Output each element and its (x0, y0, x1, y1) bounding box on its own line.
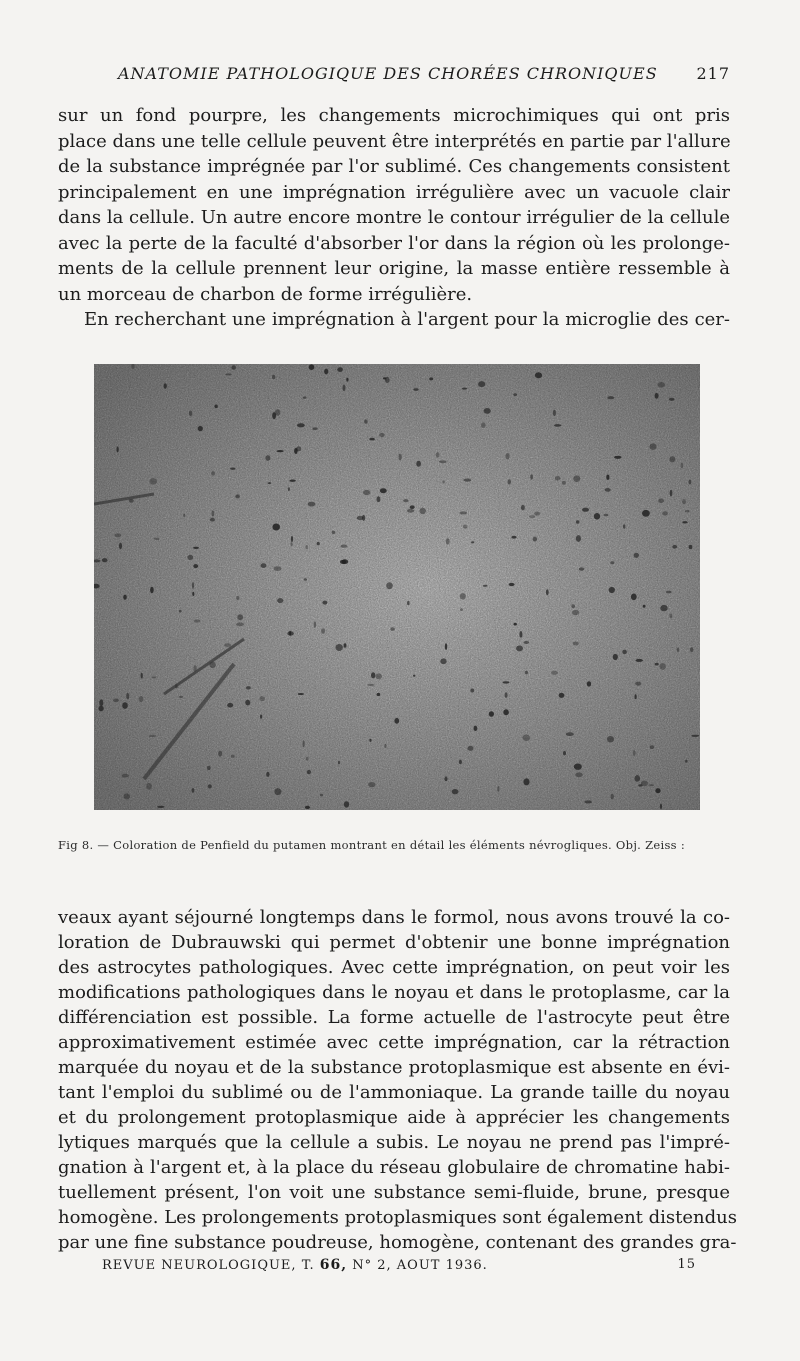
micrograph-speck (505, 453, 509, 459)
micrograph-speck (468, 746, 474, 751)
micrograph-speck (460, 608, 463, 611)
text-line: ments de la cellule prennent leur origine, la masse entière ressemble à (58, 258, 730, 279)
micrograph-speck (463, 525, 468, 529)
micrograph-speck (410, 505, 415, 509)
micrograph-speck (513, 393, 517, 396)
text-line: modifications pathologiques dans le noyau et dans le protoplasme, car la (58, 982, 730, 1003)
micrograph-speck (546, 589, 549, 595)
micrograph-speck (622, 650, 627, 655)
micrograph-speck (122, 702, 128, 709)
micrograph-speck (572, 610, 579, 615)
text-line: place dans une telle cellule peuvent être interprétés en partie par l'allure (58, 130, 731, 152)
micrograph-speck (658, 498, 664, 503)
micrograph-speck (555, 476, 561, 481)
micrograph-speck (274, 566, 282, 571)
micrograph-speck (462, 388, 467, 390)
micrograph-speck (344, 643, 347, 648)
micrograph-speck (306, 757, 309, 761)
micrograph-speck (649, 784, 654, 786)
micrograph-speck (187, 555, 193, 560)
micrograph-speck (470, 689, 474, 693)
micrograph-speck (225, 373, 231, 375)
micrograph-speck (574, 764, 582, 770)
micrograph-speck (607, 396, 614, 399)
paragraph-2 (58, 905, 737, 1255)
text-line: différenciation est possible. La forme actuelle de l'astrocyte peut être (58, 1007, 730, 1028)
journal-volume: 66, (319, 1257, 348, 1273)
micrograph-speck (660, 605, 667, 611)
micrograph-speck (274, 788, 281, 795)
micrograph-speck (460, 593, 466, 599)
micrograph-speck (367, 684, 374, 686)
micrograph-speck (308, 502, 316, 507)
micrograph-speck (275, 409, 281, 415)
micrograph-speck (605, 488, 611, 492)
micrograph-speck (296, 446, 301, 451)
micrograph-speck (288, 487, 290, 491)
micrograph-speck (551, 671, 558, 675)
micrograph-speck (681, 463, 684, 469)
micrograph-speck (268, 482, 271, 484)
micrograph-speck (650, 745, 655, 749)
micrograph-speck (214, 405, 217, 409)
micrograph-speck (369, 438, 375, 441)
micrograph-speck (452, 789, 459, 794)
micrograph-speck (298, 693, 304, 695)
micrograph-speck (489, 711, 494, 717)
journal-issue: N° 2, AOUT 1936. (352, 1258, 488, 1273)
micrograph-speck (573, 475, 580, 482)
micrograph-speck (287, 631, 294, 635)
running-title: ANATOMIE PATHOLOGIQUE DES CHORÉES CHRONIQUES (118, 64, 658, 83)
micrograph-speck (124, 793, 130, 799)
micrograph-speck (115, 533, 122, 537)
text-line: marquée du noyau et de la substance protoplasmique est absente en évi- (58, 1057, 730, 1078)
micrograph-speck (297, 423, 305, 427)
micrograph-speck (224, 643, 231, 647)
micrograph-speck (655, 663, 659, 666)
micrograph-speck (573, 642, 579, 646)
text-line: loration de Dubrauwski qui permet d'obtenir une bonne imprégnation (58, 932, 730, 953)
page-footer (102, 1257, 696, 1277)
micrograph-figure (94, 364, 700, 810)
micrograph-speck (210, 518, 215, 522)
micrograph-speck (309, 364, 315, 370)
text-line: sur un fond pourpre, les changements microchimiques qui ont pris (58, 105, 730, 126)
micrograph-speck (436, 452, 440, 458)
micrograph-speck (445, 643, 447, 650)
micrograph-speck (525, 671, 528, 675)
micrograph-speck (230, 468, 235, 470)
micrograph-speck (212, 510, 215, 516)
micrograph-speck (369, 739, 371, 742)
micrograph-speck (669, 398, 675, 401)
micrograph-speck (571, 604, 575, 608)
micrograph-speck (685, 510, 690, 512)
micrograph-speck (566, 732, 574, 736)
micrograph-speck (690, 647, 693, 652)
micrograph-speck (511, 536, 516, 539)
micrograph-speck (384, 744, 386, 748)
micrograph-speck (563, 751, 566, 755)
micrograph-speck (660, 804, 662, 810)
micrograph-speck (516, 645, 523, 651)
micrograph-speck (265, 455, 270, 461)
micrograph-speck (116, 447, 118, 453)
micrograph-speck (394, 718, 399, 724)
micrograph-speck (523, 778, 529, 785)
micrograph-speck (179, 610, 182, 613)
micrograph-speck (291, 542, 293, 546)
text-line: homogène. Les prolongements protoplasmiques sont également distendus (58, 1207, 737, 1228)
micrograph-speck (266, 772, 269, 777)
micrograph-speck (336, 644, 343, 651)
micrograph-speck (317, 542, 320, 545)
micrograph-speck (272, 524, 280, 531)
micrograph-speck (685, 760, 687, 763)
micrograph-speck (634, 553, 639, 558)
micrograph-speck (231, 365, 236, 369)
micrograph-speck (261, 563, 267, 568)
micrograph-speck (368, 782, 375, 787)
micrograph-speck (655, 393, 659, 399)
micrograph-speck (669, 456, 675, 462)
micrograph-speck (157, 806, 165, 808)
micrograph-speck (505, 692, 508, 698)
micrograph-speck (413, 388, 418, 391)
micrograph-speck (245, 700, 250, 706)
micrograph-speck (208, 784, 212, 788)
micrograph-speck (346, 378, 348, 382)
micrograph-speck (439, 460, 447, 463)
micrograph-speck (321, 628, 325, 634)
micrograph-speck (481, 422, 486, 428)
micrograph-speck (193, 547, 199, 549)
micrograph-speck (207, 766, 211, 770)
micrograph-speck (398, 454, 401, 461)
micrograph-speck (638, 784, 642, 786)
micrograph-speck (337, 367, 343, 372)
micrograph-speck (594, 513, 600, 520)
micrograph-speck (164, 383, 167, 388)
micrograph-speck (413, 675, 415, 677)
micrograph-speck (364, 419, 367, 423)
micrograph-speck (371, 672, 375, 678)
micrograph-speck (236, 596, 239, 600)
micrograph-speck (672, 545, 677, 549)
micrograph-speck (682, 521, 687, 523)
micrograph-speck (123, 595, 127, 600)
micrograph-speck (324, 369, 328, 375)
micrograph-speck (113, 699, 119, 702)
micrograph-speck (607, 736, 614, 742)
micrograph-speck (276, 450, 283, 452)
micrograph-speck (682, 499, 686, 504)
micrograph-speck (587, 681, 591, 686)
micrograph-speck (575, 772, 583, 777)
micrograph-speck (529, 515, 535, 518)
micrograph-speck (669, 614, 672, 619)
micrograph-speck (192, 582, 194, 589)
micrograph-speck (579, 567, 584, 570)
micrograph-speck (246, 686, 251, 689)
micrograph-speck (277, 598, 283, 603)
micrograph-speck (306, 545, 308, 549)
micrograph-speck (636, 659, 643, 662)
micrograph-speck (521, 505, 525, 510)
micrograph-speck (314, 621, 316, 628)
text-line: de la substance imprégnée par l'or sublimé. Ces changements consistent (58, 156, 730, 177)
micrograph-speck (141, 673, 143, 679)
micrograph-speck (643, 605, 646, 608)
micrograph-speck (416, 461, 421, 467)
micrograph-speck (338, 761, 340, 765)
text-line: avec la perte de la faculté d'absorber l'or dans la région où les prolonge- (58, 232, 730, 254)
micrograph-speck (524, 641, 530, 644)
micrograph-speck (474, 726, 478, 731)
micrograph-speck (291, 536, 293, 542)
micrograph-speck (471, 541, 474, 543)
micrograph-speck (522, 735, 530, 742)
micrograph-speck (611, 794, 614, 800)
micrograph-speck (376, 673, 382, 679)
micrograph-speck (236, 622, 244, 626)
micrograph-speck (606, 475, 609, 480)
micrograph-speck (390, 627, 394, 631)
micrograph-speck (146, 783, 152, 790)
micrograph-speck (192, 592, 194, 596)
micrograph-speck (429, 377, 433, 380)
micrograph-speck (530, 474, 533, 479)
micrograph-speck (304, 578, 307, 581)
micrograph-speck (343, 385, 346, 392)
micrograph-speck (582, 508, 589, 512)
micrograph-speck (194, 619, 201, 622)
micrograph-speck (610, 561, 614, 564)
micrograph-speck (508, 479, 511, 484)
text-line: et du prolongement protoplasmique aide à apprécier les changements (58, 1107, 730, 1128)
micrograph-speck (623, 524, 625, 528)
micrograph-speck (514, 623, 517, 626)
micrograph-speck (554, 424, 561, 427)
micrograph-speck (483, 585, 487, 587)
footer-page-number: 15 (677, 1257, 696, 1272)
micrograph-speck (383, 377, 386, 379)
micrograph-speck (503, 681, 510, 683)
micrograph-speck (604, 514, 609, 517)
micrograph-speck (613, 654, 618, 660)
micrograph-speck (119, 543, 122, 549)
micrograph-speck (576, 520, 580, 524)
micrograph-speck (407, 601, 410, 605)
text-line: lytiques marqués que la cellule a subis. Le noyau ne prend pas l'impré- (58, 1132, 730, 1153)
micrograph-speck (677, 648, 679, 652)
micrograph-speck (149, 735, 157, 737)
micrograph-speck (635, 682, 641, 686)
micrograph-speck (150, 587, 154, 593)
micrograph-speck (189, 411, 192, 417)
micrograph-speck (344, 801, 349, 807)
micrograph-speck (211, 471, 215, 476)
text-line: tuellement présent, l'on voit une substance semi-fluide, brune, presque (58, 1182, 730, 1203)
micrograph-speck (658, 382, 665, 388)
micrograph-speck (227, 703, 233, 708)
micrograph-speck (635, 694, 637, 699)
micrograph-speck (407, 509, 414, 513)
micrograph-speck (460, 511, 468, 514)
text-line: par une fine substance poudreuse, homogène, contenant des grandes gra- (58, 1232, 737, 1253)
micrograph-speck (659, 663, 666, 670)
micrograph-speck (497, 786, 499, 792)
micrograph-image (94, 364, 700, 810)
micrograph-speck (534, 512, 540, 516)
text-line: dans la cellule. Un autre encore montre le contour irrégulier de la cellule (58, 207, 730, 228)
micrograph-speck (231, 755, 235, 758)
micrograph-speck (154, 538, 160, 540)
micrograph-speck (272, 375, 275, 379)
micrograph-speck (198, 426, 203, 431)
micrograph-speck (662, 511, 668, 515)
micrograph-speck (192, 788, 195, 793)
text-line: un morceau de charbon de forme irrégulière. (58, 283, 473, 305)
micrograph-speck (442, 480, 444, 483)
micrograph-speck (386, 582, 393, 589)
micrograph-speck (193, 564, 198, 568)
micrograph-speck (218, 751, 222, 757)
micrograph-speck (420, 508, 426, 514)
micrograph-speck (332, 531, 336, 534)
micrograph-speck (235, 494, 240, 498)
micrograph-speck (307, 770, 311, 774)
micrograph-speck (303, 397, 307, 399)
micrograph-speck (440, 658, 446, 664)
micrograph-speck (289, 480, 295, 482)
micrograph-speck (259, 696, 265, 701)
micrograph-speck (631, 594, 637, 601)
micrograph-speck (689, 545, 693, 549)
micrograph-speck (584, 800, 592, 803)
micrograph-speck (635, 775, 641, 782)
micrograph-speck (553, 410, 556, 416)
micrograph-speck (139, 696, 144, 702)
micrograph-speck (464, 479, 472, 482)
micrograph-speck (484, 408, 491, 414)
micrograph-speck (633, 750, 636, 756)
micrograph-speck (519, 631, 522, 638)
text-line: gnation à l'argent et, à la place du réseau globulaire de chromatine habi- (58, 1157, 730, 1178)
micrograph-speck (99, 699, 103, 706)
micrograph-speck (183, 514, 185, 517)
micrograph-speck (478, 381, 485, 387)
micrograph-speck (341, 545, 348, 548)
micrograph-speck (446, 538, 450, 544)
micrograph-speck (98, 706, 103, 711)
micrograph-speck (377, 693, 381, 696)
text-line: En recherchant une imprégnation à l'argent pour la microglie des cer- (84, 309, 730, 330)
micrograph-speck (503, 709, 509, 715)
micrograph-speck (403, 499, 408, 502)
micrograph-speck (655, 788, 660, 793)
micrograph-speck (380, 488, 387, 493)
micrograph-speck (642, 510, 650, 517)
page-number: 217 (696, 64, 730, 83)
micrograph-speck (377, 496, 381, 502)
micrograph-speck (102, 558, 108, 562)
micrograph-speck (322, 601, 327, 605)
micrograph-speck (445, 776, 448, 781)
paragraph-1 (58, 103, 730, 333)
text-line: approximativement estimée avec cette imprégnation, car la rétraction (58, 1032, 730, 1053)
micrograph-speck (149, 478, 157, 485)
micrograph-speck (533, 537, 537, 542)
text-line: veaux ayant séjourné longtemps dans le formol, nous avons trouvé la co- (58, 907, 730, 928)
micrograph-speck (509, 583, 515, 586)
figure-caption: Fig 8. — Coloration de Penfield du putamen montrant en détail les éléments névrogliques. Obj. Zeiss : (58, 838, 686, 852)
micrograph-speck (691, 735, 699, 737)
micrograph-speck (459, 760, 462, 764)
micrograph-speck (357, 516, 364, 520)
micrograph-speck (559, 693, 565, 698)
micrograph-speck (303, 740, 305, 747)
micrograph-speck (649, 443, 656, 449)
text-line: principalement en une imprégnation irrégulière avec un vacuole clair (58, 181, 730, 203)
micrograph-speck (126, 693, 129, 700)
micrograph-speck (363, 490, 370, 495)
text-line: des astrocytes pathologiques. Avec cette imprégnation, on peut voir les (58, 957, 730, 978)
micrograph-speck (179, 696, 183, 698)
micrograph-speck (260, 715, 262, 719)
micrograph-speck (614, 456, 621, 459)
journal-citation (102, 1257, 488, 1273)
micrograph-speck (670, 490, 673, 497)
micrograph-speck (152, 676, 156, 678)
text-line: tant l'emploi du sublimé ou de l'ammoniaque. La grande taille du noyau (58, 1082, 730, 1103)
micrograph-speck (666, 591, 672, 594)
micrograph-speck (535, 372, 542, 378)
micrograph-speck (379, 433, 384, 437)
running-header (118, 64, 730, 88)
micrograph-speck (576, 535, 581, 542)
micrograph-speck (341, 559, 348, 564)
micrograph-speck (305, 806, 310, 809)
micrograph-speck (562, 481, 566, 485)
micrograph-speck (609, 587, 615, 593)
micrograph-speck (122, 774, 129, 778)
micrograph-speck (312, 427, 317, 430)
micrograph-speck (689, 480, 692, 485)
micrograph-speck (320, 794, 323, 796)
journal-name: REVUE NEUROLOGIQUE, T. (102, 1258, 315, 1273)
micrograph-speck (237, 614, 243, 620)
